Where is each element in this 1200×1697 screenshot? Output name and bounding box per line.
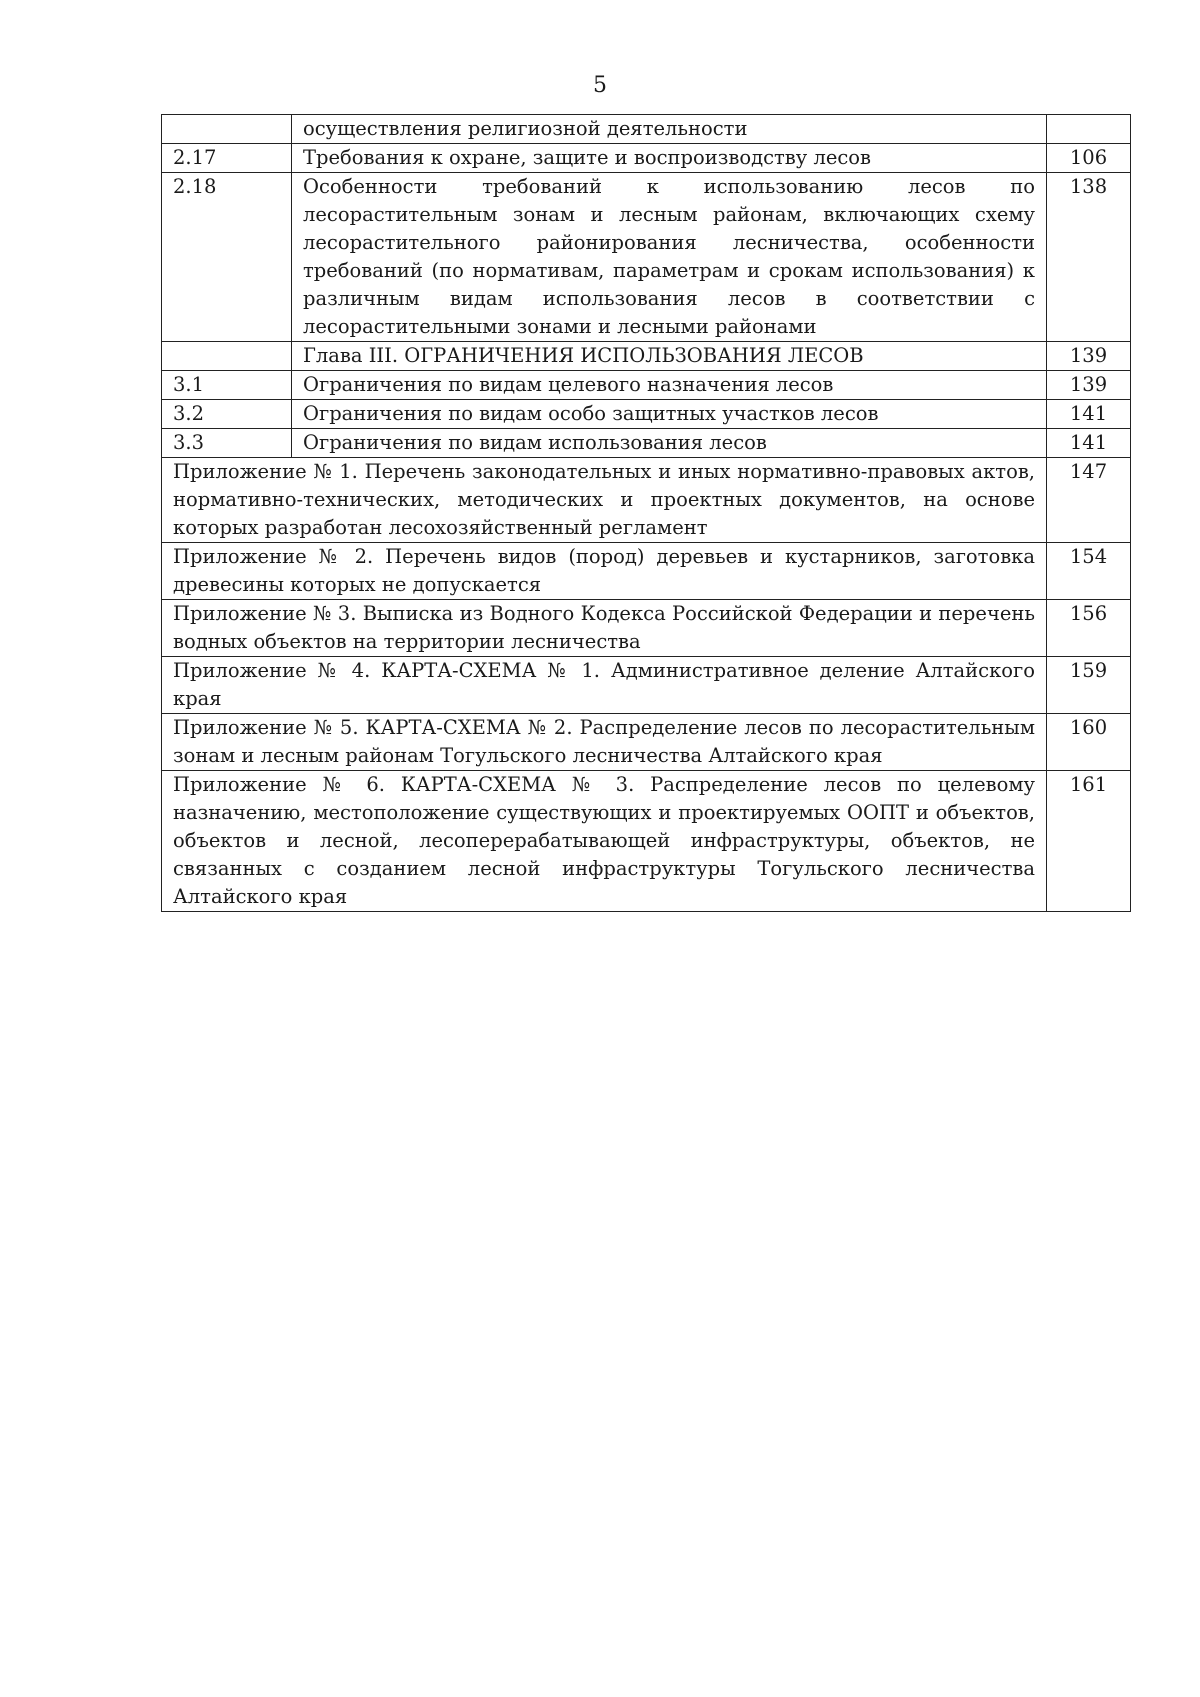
appendix-row [162,771,1131,912]
appendix-title: Приложение № 3. Выписка из Водного Кодекса Российской Федерации и перечень водных объектов на территории лесничества [162,600,1047,657]
appendix-row [162,543,1131,600]
page-ref: 139 [1047,371,1131,400]
section-title: Ограничения по видам целевого назначения лесов [292,371,1047,400]
section-number [162,115,292,144]
section-number: 2.17 [162,144,292,173]
toc-row [162,400,1131,429]
page-ref: 161 [1047,771,1131,912]
page-ref: 138 [1047,173,1131,342]
page-ref: 106 [1047,144,1131,173]
section-number: 2.18 [162,173,292,342]
appendix-row [162,657,1131,714]
section-title: Ограничения по видам использования лесов [292,429,1047,458]
appendix-title: Приложение № 5. КАРТА-СХЕМА № 2. Распределение лесов по лесорастительным зонам и лесным районам Тогульского лесничества Алтайского края [162,714,1047,771]
appendix-row [162,714,1131,771]
page-ref: 147 [1047,458,1131,543]
toc-row [162,173,1131,342]
page-ref: 139 [1047,342,1131,371]
appendix-row [162,600,1131,657]
toc-row [162,342,1131,371]
page-ref: 159 [1047,657,1131,714]
appendix-title: Приложение № 6. КАРТА-СХЕМА № 3. Распределение лесов по целевому назначению, местоположение существующих и проектируемых ООПТ и объектов, объектов и лесной, лесоперерабатывающей инфраструктуры, объектов, не связанных с созданием лесной инфраструктуры Тогульского лесничества Алтайского края [162,771,1047,912]
section-title: Особенности требований к использованию лесов по лесорастительным зонам и лесным районам, включающих схему лесорастительного районирования лесничества, особенности требований (по нормативам, параметрам и срокам использования) к различным видам использования лесов в соответствии с лесорастительными зонами и лесными районами [292,173,1047,342]
section-number: 3.1 [162,371,292,400]
page-ref: 141 [1047,400,1131,429]
page-number: 5 [593,73,607,98]
page-ref: 156 [1047,600,1131,657]
toc-row [162,371,1131,400]
toc-row [162,144,1131,173]
section-number: 3.2 [162,400,292,429]
page-ref: 141 [1047,429,1131,458]
page-ref [1047,115,1131,144]
page-ref: 154 [1047,543,1131,600]
page-ref: 160 [1047,714,1131,771]
chapter-title: Глава III. ОГРАНИЧЕНИЯ ИСПОЛЬЗОВАНИЯ ЛЕСОВ [292,342,1047,371]
section-number: 3.3 [162,429,292,458]
appendix-row [162,458,1131,543]
section-title: Требования к охране, защите и воспроизводству лесов [292,144,1047,173]
section-title: осуществления религиозной деятельности [292,115,1047,144]
section-title: Ограничения по видам особо защитных участков лесов [292,400,1047,429]
appendix-title: Приложение № 2. Перечень видов (пород) деревьев и кустарников, заготовка древесины которых не допускается [162,543,1047,600]
table-of-contents [161,114,1131,912]
toc-row [162,429,1131,458]
appendix-title: Приложение № 4. КАРТА-СХЕМА № 1. Административное деление Алтайского края [162,657,1047,714]
appendix-title: Приложение № 1. Перечень законодательных и иных нормативно-правовых актов, нормативно-технических, методических и проектных документов, на основе которых разработан лесохозяйственный регламент [162,458,1047,543]
section-number [162,342,292,371]
toc-row [162,115,1131,144]
